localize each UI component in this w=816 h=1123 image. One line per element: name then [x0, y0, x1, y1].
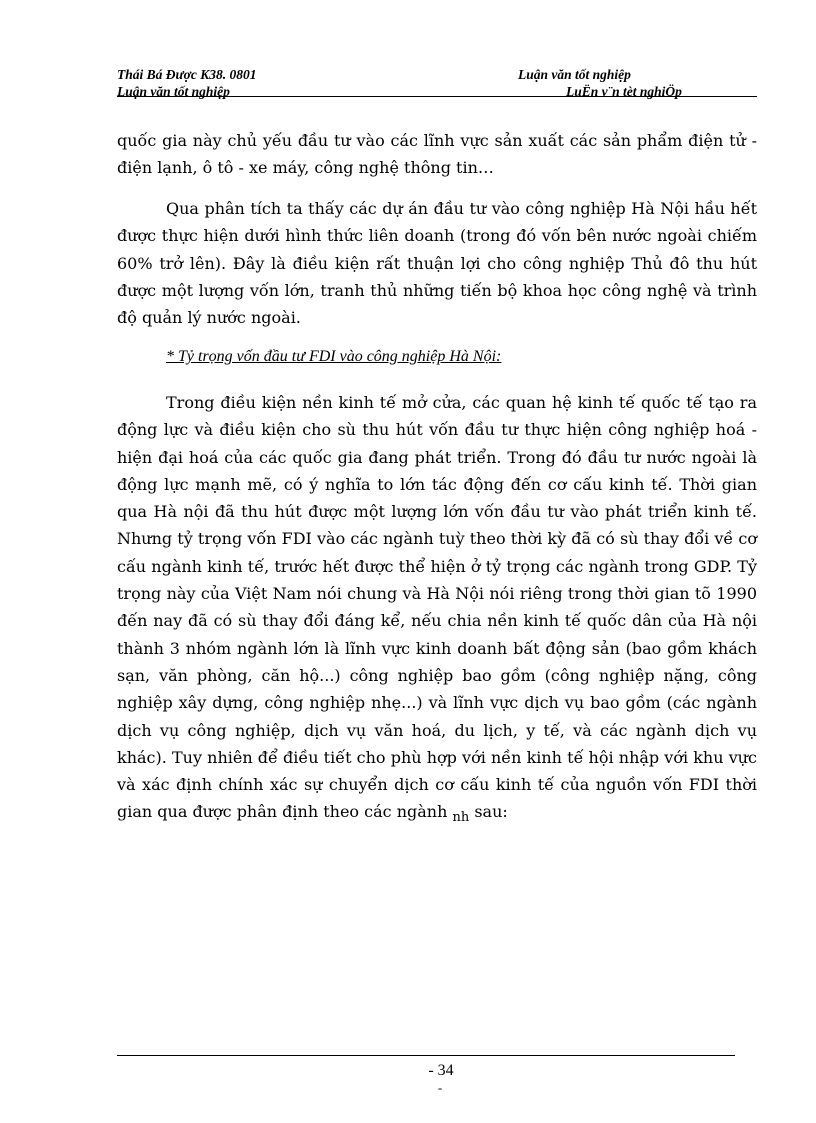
- paragraph-3: [117, 389, 757, 828]
- paragraph-2: Qua phân tích ta thấy các dự án đầu tư vào công nghiệp Hà Nội hầu hết được thực hiện dưới hình thức liên doanh (trong đó vốn bên nước ngoài chiếm 60% trở lên). Đây là điều kiện rất thuận lợi cho công nghiệp Thủ đô thu hút được một lượng vốn lớn, tranh thủ những tiến bộ khoa học công nghệ và trình độ quản lý nước ngoài.: [117, 199, 757, 328]
- footer-rule: [117, 1055, 735, 1056]
- section-subheading: * Tỷ trọng vốn đầu tư FDI vào công nghiệp Hà Nội:: [166, 348, 502, 365]
- header-title: Luận văn tốt nghiệp: [518, 67, 631, 82]
- page-number: - 34: [428, 1062, 454, 1079]
- paragraph-1: quốc gia này chủ yếu đầu tư vào các lĩnh vực sản xuất các sản phẩm điện tử - điện lạnh, ô tô - xe máy, công nghệ thông tin…: [117, 131, 757, 178]
- paragraph-3-end: sau:: [474, 802, 508, 822]
- header-title-secondary: Luận văn tốt nghiệp: [117, 84, 230, 99]
- header-rule: [117, 96, 757, 97]
- header-author: Thái Bá Được K38. 0801: [117, 67, 257, 82]
- header-title-legacy: LuËn v¨n tèt nghiÖp: [566, 84, 682, 99]
- page-number-dash: -: [437, 1080, 443, 1095]
- paragraph-3-fragment: nh: [452, 810, 470, 826]
- paragraph-3-text: Trong điều kiện nền kinh tế mở cửa, các quan hệ kinh tế quốc tế tạo ra động lực và điều kiện cho sù thu hút vốn đầu tư thực hiện công nghiệp hoá - hiện đại hoá của các quốc gia đang phát triển. Trong đó đầu tư nước ngoài là động lực mạnh mẽ, có ý nghĩa to lớn tác động đến cơ cấu kinh tế. Thời gian qua Hà nội đã thu hút được một lượng lớn vốn đầu tư vào phát triển kinh tế. Nhưng tỷ trọng vốn FDI vào các ngành tuỳ theo thời kỳ đã có sù thay đổi về cơ cấu ngành kinh tế, trước hết được thể hiện ở tỷ trọng các ngành trong GDP. Tỷ trọng này của Việt Nam nói chung và Hà Nội nói riêng trong thời gian tõ 1990 đến nay đã có sù thay đổi đáng kể, nếu chia nền kinh tế quốc dân của Hà nội thành 3 nhóm ngành lớn là lĩnh vực kinh doanh bất động sản (bao gồm khách sạn, văn phòng, căn hộ...) công nghiệp bao gồm (công nghiệp nặng, công nghiệp xây dựng, công nghiệp nhẹ...) và lĩnh vực dịch vụ bao gồm (các ngành dịch vụ công nghiệp, dịch vụ văn hoá, du lịch, y tế, và các ngành dịch vụ khác). Tuy nhiên để điều tiết cho phù hợp với nền kinh tế hội nhập với khu vực và xác định chính xác sự chuyển dịch cơ cấu kinh tế của nguồn vốn FDI thời gian qua được phân định theo các ngành: [117, 393, 757, 822]
